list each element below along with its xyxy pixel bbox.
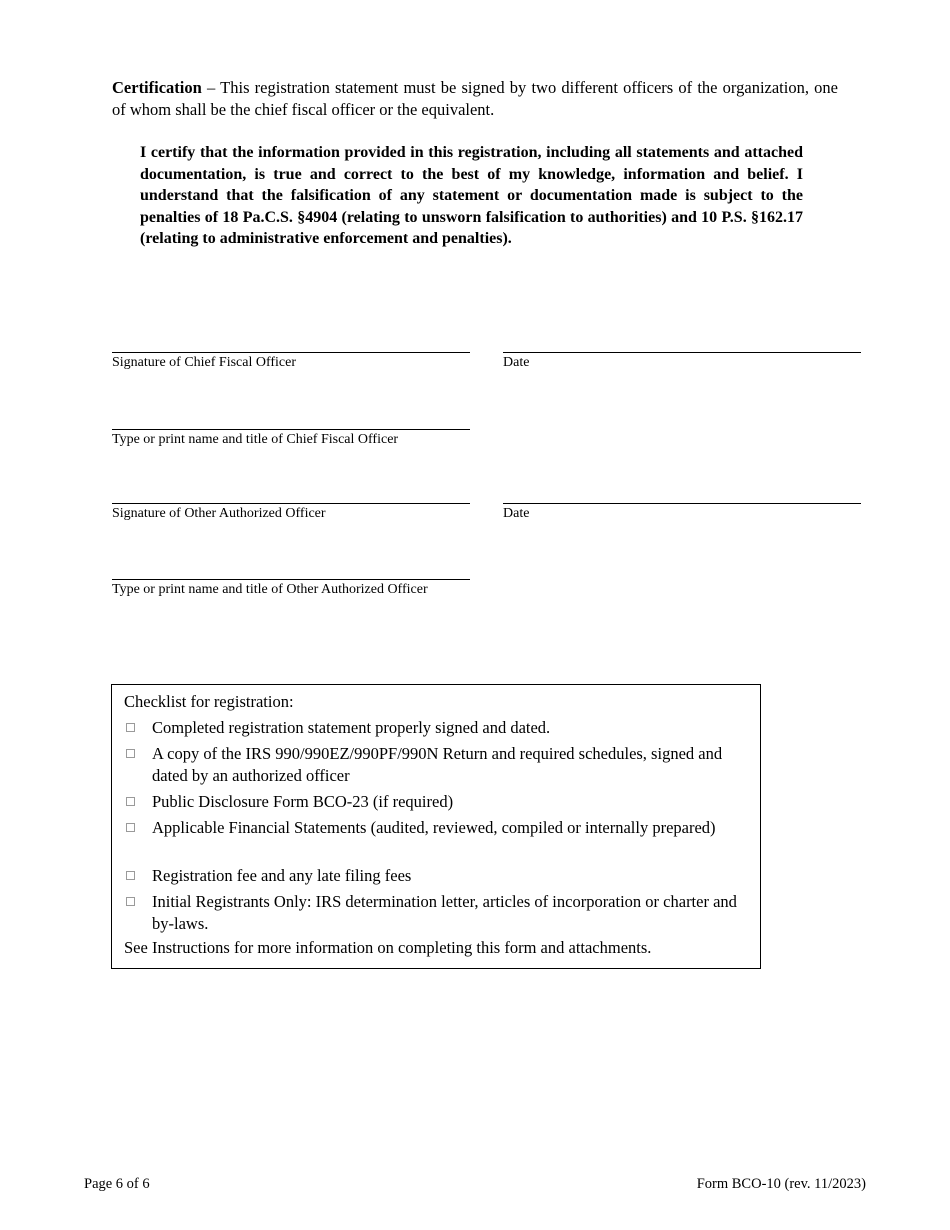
registration-checklist [111,684,761,969]
checkbox[interactable] [126,823,135,832]
checklist-item-text: Completed registration statement properly signed and dated. [152,718,551,737]
checklist-item-text: Initial Registrants Only: IRS determination letter, articles of incorporation or charter and by-laws. [152,892,737,933]
checkbox[interactable] [126,897,135,906]
checkbox[interactable] [126,797,135,806]
page-number: Page 6 of 6 [84,1176,150,1192]
cfo-signature-line[interactable] [112,352,470,353]
other-signature-line[interactable] [112,503,470,504]
checklist-item-text: A copy of the IRS 990/990EZ/990PF/990N Return and required schedules, signed and dated by an authorized officer [152,744,723,785]
checkbox[interactable] [126,723,135,732]
cfo-name-label: Type or print name and title of Chief Fiscal Officer [112,432,399,447]
checklist-item-text: Registration fee and any late filing fees [152,866,412,885]
other-date-label: Date [503,506,530,521]
checklist-title: Checklist for registration: [124,692,294,711]
certification-intro [112,77,838,121]
other-signature-label: Signature of Other Authorized Officer [112,506,326,521]
certification-heading: Certification [112,78,202,97]
checkbox[interactable] [126,871,135,880]
other-name-line[interactable] [112,579,470,580]
form-identifier: Form BCO-10 (rev. 11/2023) [696,1176,866,1192]
checklist-item-text: Public Disclosure Form BCO-23 (if required) [152,792,454,811]
cfo-date-label: Date [503,355,530,370]
certification-intro-text: – This registration statement must be signed by two different officers of the organization, one of whom shall be the chief fiscal officer or the equivalent. [112,78,838,119]
other-name-label: Type or print name and title of Other Authorized Officer [112,582,428,597]
checkbox[interactable] [126,749,135,758]
cfo-name-line[interactable] [112,429,470,430]
other-date-line[interactable] [503,503,861,504]
cfo-date-line[interactable] [503,352,861,353]
checklist-item-text: Applicable Financial Statements (audited, reviewed, compiled or internally prepared) [152,818,716,837]
certification-statement: I certify that the information provided in this registration, including all statements and attached documentation, is true and correct to the best of my knowledge, information and belief. I understand that the falsification of any statement or documentation made is subject to the penalties of 18 Pa.C.S. §4904 (relating to unsworn falsification to authorities) and 10 P.S. §162.17 (relating to administrative enforcement and penalties). [140,144,803,247]
cfo-signature-label: Signature of Chief Fiscal Officer [112,355,297,370]
checklist-footer-note: See Instructions for more information on completing this form and attachments. [124,938,652,957]
